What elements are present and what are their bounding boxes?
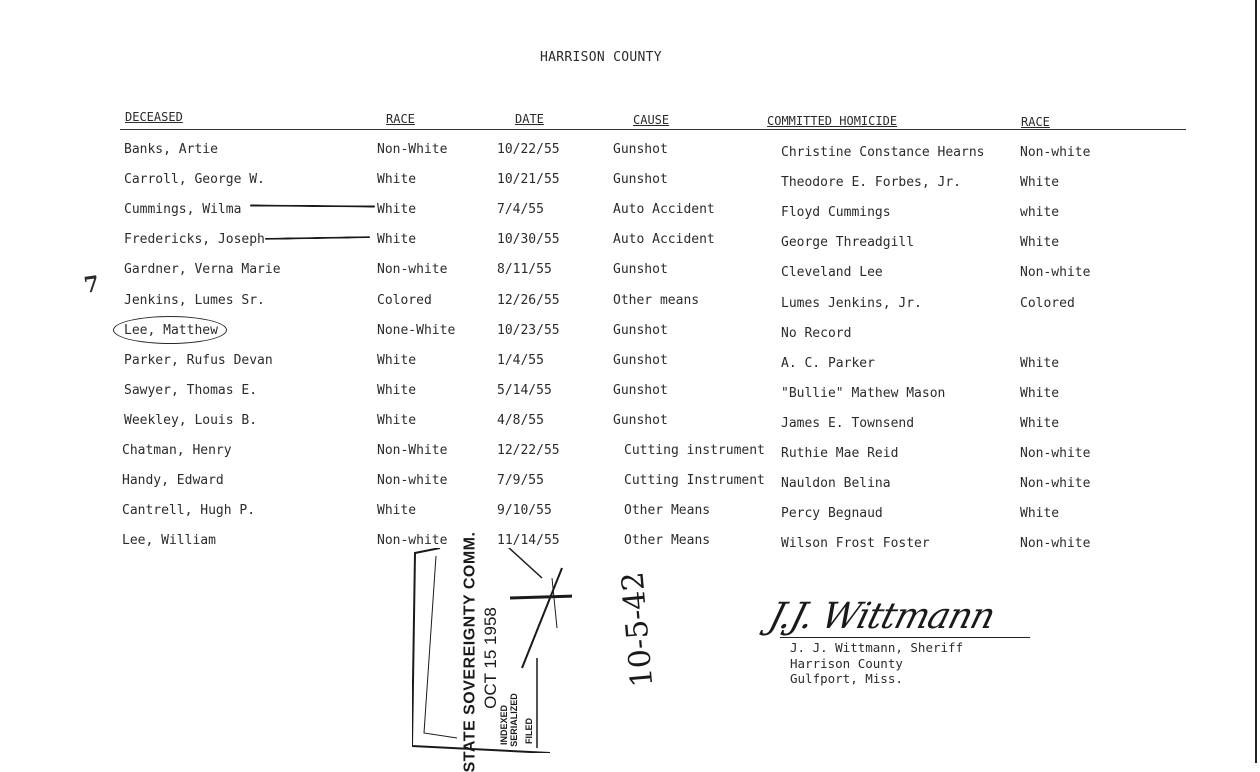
sheriff-county: Harrison County xyxy=(790,655,903,671)
header-deceased: DECEASED xyxy=(125,110,183,124)
cell-race: Non-white xyxy=(377,262,448,278)
cell-deceased: Fredericks, Joseph xyxy=(124,232,265,248)
cell-cause: Gunshot xyxy=(613,262,668,278)
cell-date: 10/23/55 xyxy=(497,322,560,338)
cell-race-2: Non-white xyxy=(1020,446,1091,461)
cell-deceased: Sawyer, Thomas E. xyxy=(124,382,258,398)
cell-race: None-White xyxy=(377,322,456,338)
sheriff-name: J. J. Wittmann, Sheriff xyxy=(790,640,964,655)
cell-deceased: Cantrell, Hugh P. xyxy=(122,503,256,519)
cell-committed: Floyd Cummings xyxy=(781,205,891,221)
cell-committed: Percy Begnaud xyxy=(781,506,883,522)
cell-date: 10/22/55 xyxy=(497,142,560,157)
header-committed-homicide: COMMITTED HOMICIDE xyxy=(767,114,898,128)
cell-date: 5/14/55 xyxy=(497,382,552,398)
header-date: DATE xyxy=(515,112,544,126)
cell-committed: James E. Townsend xyxy=(781,415,915,431)
cell-date: 10/30/55 xyxy=(497,232,560,248)
cell-race-2: Non-white xyxy=(1020,265,1091,281)
cell-committed: George Threadgill xyxy=(781,235,915,251)
cell-date: 11/14/55 xyxy=(497,533,560,549)
cell-cause: Gunshot xyxy=(613,142,668,157)
cell-committed: Cleveland Lee xyxy=(781,265,883,281)
cell-cause: Cutting Instrument xyxy=(624,473,765,489)
cell-cause: Gunshot xyxy=(613,172,668,188)
cell-deceased: Lee, Matthew xyxy=(124,322,218,338)
cell-race-2: Non-white xyxy=(1020,145,1091,160)
cell-date: 12/26/55 xyxy=(497,292,560,308)
stamp-label-filed: FILED xyxy=(524,718,534,744)
cell-race-2: white xyxy=(1020,205,1060,221)
cell-date: 10/21/55 xyxy=(497,172,560,188)
cell-cause: Gunshot xyxy=(613,352,668,368)
cell-committed: "Bullie" Mathew Mason xyxy=(781,385,946,401)
cell-cause: Other Means xyxy=(624,503,711,519)
signature-line xyxy=(780,637,1030,638)
stamp-date: OCT 15 1958 xyxy=(480,607,500,709)
cell-race-2: Non-white xyxy=(1020,536,1091,552)
cell-deceased: Lee, William xyxy=(122,533,216,549)
header-race-2: RACE xyxy=(1021,115,1050,129)
cell-race: Non-White xyxy=(377,443,448,458)
cell-race-2: White xyxy=(1020,175,1060,191)
cell-deceased: Cummings, Wilma xyxy=(124,202,242,218)
cell-date: 7/9/55 xyxy=(497,473,544,489)
circle-mark xyxy=(113,316,227,344)
cell-deceased: Carroll, George W. xyxy=(124,172,265,188)
cell-date: 12/22/55 xyxy=(497,443,560,458)
stamp-main-text: STATE SOVEREIGNTY COMM. xyxy=(461,531,479,772)
cell-race-2: Colored xyxy=(1020,295,1075,311)
cell-race-2: White xyxy=(1020,235,1060,251)
cell-deceased: Chatman, Henry xyxy=(122,443,232,458)
cell-deceased: Jenkins, Lumes Sr. xyxy=(124,292,265,308)
cell-race: Non-white xyxy=(377,473,448,489)
cell-committed: Ruthie Mae Reid xyxy=(781,446,899,461)
cell-cause: Gunshot xyxy=(613,322,668,338)
cell-race-2: White xyxy=(1020,355,1060,371)
document-title: HARRISON COUNTY xyxy=(540,50,662,65)
cell-cause: Other Means xyxy=(624,533,711,549)
cell-deceased: Banks, Artie xyxy=(124,142,218,157)
header-cause: CAUSE xyxy=(633,113,670,127)
stamp-label-indexed: INDEXED xyxy=(499,704,510,746)
cell-committed: Nauldon Belina xyxy=(781,476,891,492)
cell-cause: Auto Accident xyxy=(613,202,715,218)
cell-committed: No Record xyxy=(781,325,852,341)
cell-race-2: Non-white xyxy=(1020,476,1091,492)
cell-date: 9/10/55 xyxy=(497,503,552,519)
cell-race: White xyxy=(377,352,417,368)
signature-block xyxy=(790,640,963,687)
cell-cause: Cutting instrument xyxy=(624,443,765,458)
stamp-label-serialized: SERIALIZED xyxy=(508,693,519,747)
cell-race: White xyxy=(377,503,417,519)
cell-race: White xyxy=(377,232,417,248)
cell-race-2: White xyxy=(1020,415,1060,431)
cell-committed: Theodore E. Forbes, Jr. xyxy=(781,175,962,191)
strike-line xyxy=(265,236,370,240)
cell-cause: Gunshot xyxy=(613,412,668,428)
header-rule xyxy=(120,129,1186,130)
signature: J.J. Wittmann xyxy=(764,596,999,637)
cell-deceased: Gardner, Verna Marie xyxy=(124,262,281,278)
cell-cause: Auto Accident xyxy=(613,232,715,248)
cell-date: 1/4/55 xyxy=(497,352,544,368)
cell-race: White xyxy=(377,202,417,218)
handwritten-mark: 7 xyxy=(82,271,102,299)
cell-cause: Other means xyxy=(613,292,700,308)
cell-race: White xyxy=(377,172,417,188)
cell-committed: Lumes Jenkins, Jr. xyxy=(781,295,922,311)
cell-cause: Gunshot xyxy=(613,382,668,398)
cell-committed: A. C. Parker xyxy=(781,355,875,371)
cell-deceased: Handy, Edward xyxy=(122,473,224,489)
cell-committed: Wilson Frost Foster xyxy=(781,536,930,552)
cell-race-2: White xyxy=(1020,385,1060,401)
cell-race: White xyxy=(377,382,417,398)
cell-date: 4/8/55 xyxy=(497,412,544,428)
cell-date: 7/4/55 xyxy=(497,202,544,218)
sheriff-city: Gulfport, Miss. xyxy=(790,671,903,686)
cell-committed: Christine Constance Hearns xyxy=(781,145,985,160)
strike-line xyxy=(250,204,375,207)
cell-date: 8/11/55 xyxy=(497,262,552,278)
cell-race: Non-White xyxy=(377,142,448,157)
cell-deceased: Parker, Rufus Devan xyxy=(124,352,273,368)
cell-deceased: Weekley, Louis B. xyxy=(124,412,258,428)
cell-race-2: White xyxy=(1020,506,1060,522)
page-edge xyxy=(1255,0,1257,763)
cell-race: White xyxy=(377,412,417,428)
cell-race: Non-white xyxy=(377,533,448,549)
handwritten-reference: 10-5-42 xyxy=(615,570,661,689)
header-race: RACE xyxy=(386,112,415,126)
cell-race: Colored xyxy=(377,292,432,308)
